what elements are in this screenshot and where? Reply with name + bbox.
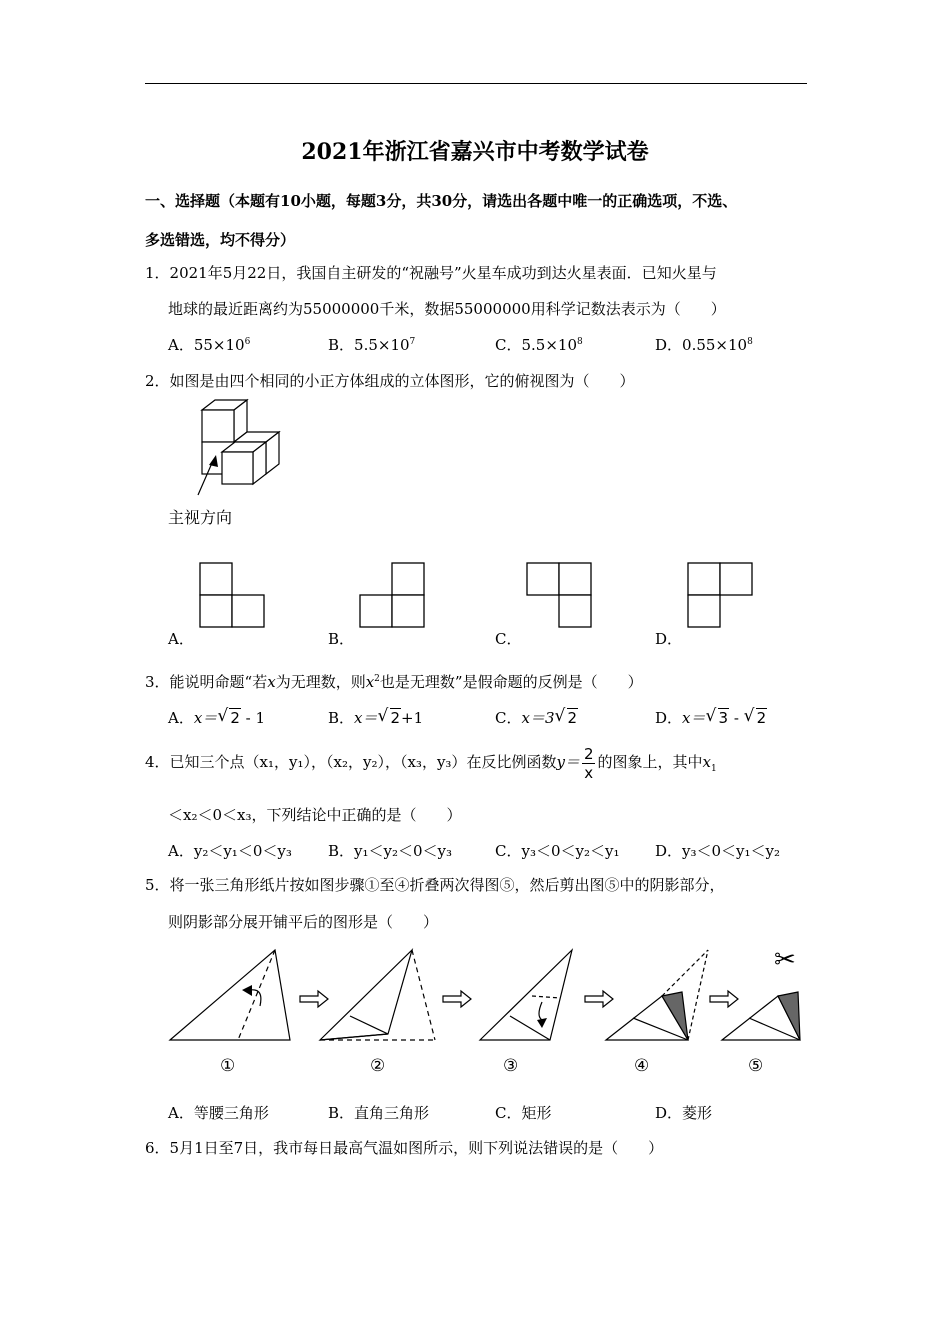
q1-option-a[interactable]: A．$55\times 10^6$ (168, 336, 251, 354)
q4-option-d[interactable]: D．y₃＜0＜y₁＜y₂ (655, 842, 781, 860)
q1-option-b[interactable]: B．$5.5\times 10^7$ (328, 336, 416, 354)
q4-option-b[interactable]: B．y₁＜y₂＜0＜y₃ (328, 842, 453, 860)
view-direction-label: 主视方向 (168, 508, 233, 527)
q1-option-c[interactable]: C．$5.5\times 10^8$ (495, 336, 583, 354)
step-label-5: ⑤ (748, 1056, 764, 1076)
scissors-icon: ✂ (774, 945, 796, 975)
q2-option-a[interactable]: A． (168, 630, 194, 648)
section-heading-line2: 多选错选，均不得分） (145, 231, 296, 249)
question-5-line2: 则阴影部分展开铺平后的图形是（ ） (168, 913, 439, 931)
q3-option-c[interactable]: C．x＝3√ 2 (495, 707, 578, 728)
question-4-line1: 4．已知三个点（x₁，y₁），（x₂，y₂），（x₃，y₃）在反比例函数y＝ $\frac{2}{x}$ 的图象上，其中$x_1$ (145, 744, 717, 782)
step-label-3: ③ (503, 1056, 519, 1076)
q2-option-d-figure (683, 560, 758, 632)
q2-option-b[interactable]: B． (328, 630, 355, 648)
question-1-line2: 地球的最近距离约为55000000千米，数据55000000用科学记数法表示为（ ） (168, 300, 726, 318)
q1-option-d[interactable]: D．$0.55\times 10^8$ (655, 336, 753, 354)
q2-option-c[interactable]: C． (495, 630, 522, 648)
page-title: 2021年浙江省嘉兴市中考数学试卷 (301, 139, 649, 165)
header-rule (145, 83, 807, 84)
q3-option-a[interactable]: A．x＝√ 2 - 1 (168, 707, 265, 728)
q5-option-a[interactable]: A．等腰三角形 (168, 1104, 269, 1122)
q2-option-c-figure (522, 560, 597, 632)
step-label-1: ① (220, 1056, 236, 1076)
question-3-line1: 3．能说明命题“若x为无理数，则$x^2$也是无理数”是假命题的反例是（ ） (145, 673, 643, 691)
section-heading-line1: 一、选择题（本题有10小题，每题3分，共30分，请选出各题中唯一的正确选项，不选、 (145, 192, 738, 210)
question-1-line1: 1．2021年5月22日，我国自主研发的“祝融号”火星车成功到达火星表面．已知火星与 (145, 264, 717, 282)
question-5-line1: 5．将一张三角形纸片按如图步骤①至④折叠两次得图⑤，然后剪出图⑤中的阴影部分， (145, 876, 725, 894)
step-label-4: ④ (634, 1056, 650, 1076)
question-2-line1: 2．如图是由四个相同的小正方体组成的立体图形，它的俯视图为（ ） (145, 372, 635, 390)
question-6-line1: 6．5月1日至7日，我市每日最高气温如图所示，则下列说法错误的是（ ） (145, 1139, 664, 1157)
folding-steps-figure (160, 938, 820, 1078)
q5-option-d[interactable]: D．菱形 (655, 1104, 713, 1122)
q5-option-c[interactable]: C．矩形 (495, 1104, 552, 1122)
step-label-2: ② (370, 1056, 386, 1076)
q5-option-b[interactable]: B．直角三角形 (328, 1104, 430, 1122)
q3-option-b[interactable]: B．x＝√ 2+1 (328, 707, 423, 728)
q3-option-d[interactable]: D．x＝√ 3 - √ 2 (655, 707, 767, 728)
q4-option-c[interactable]: C．y₃＜0＜y₂＜y₁ (495, 842, 620, 860)
q2-option-a-figure (195, 560, 270, 632)
q2-option-d[interactable]: D． (655, 630, 683, 648)
question-4-line2: ＜x₂＜0＜x₃，下列结论中正确的是（ ） (168, 806, 462, 824)
fraction-2-over-x: $\frac{2}{x}$ (583, 744, 594, 782)
q2-option-b-figure (355, 560, 430, 632)
q4-option-a[interactable]: A．y₂＜y₁＜0＜y₃ (168, 842, 292, 860)
